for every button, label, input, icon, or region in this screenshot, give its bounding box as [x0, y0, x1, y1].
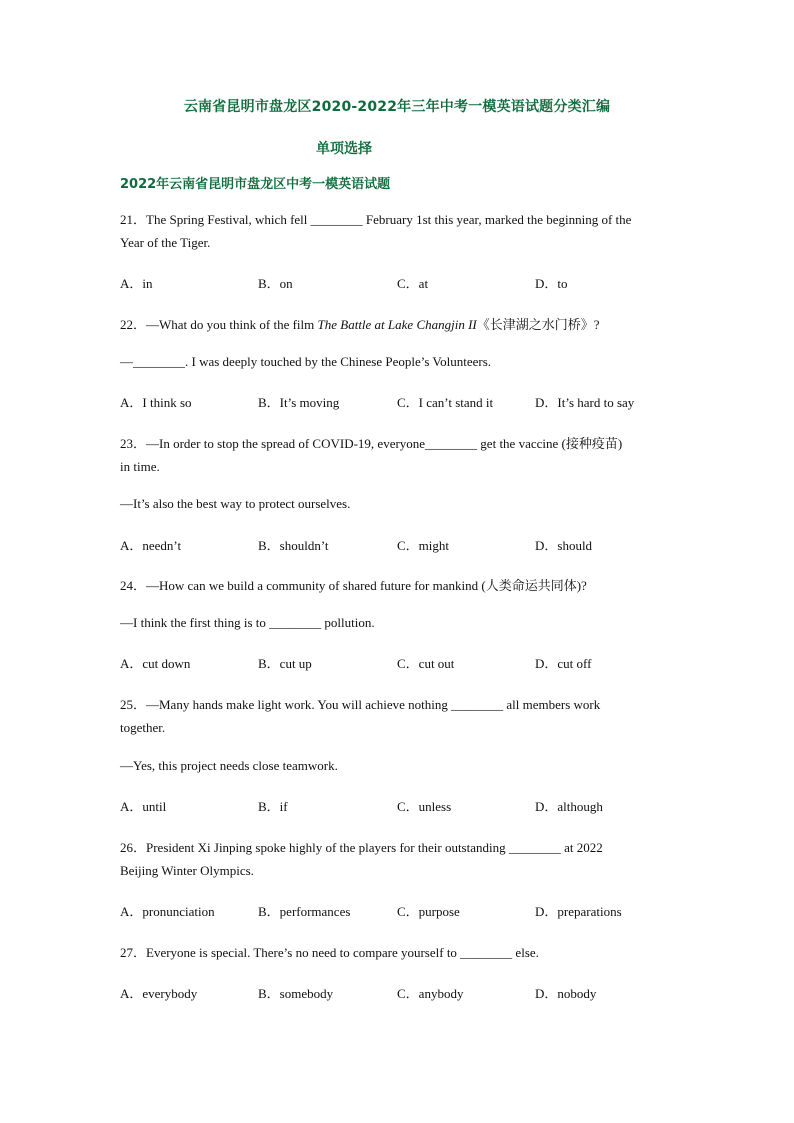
question-27-option-c: C．anybody — [397, 986, 464, 1001]
question-22-option-d: D．It’s hard to say — [535, 395, 635, 410]
exam-subtitle: 2022年云南省昆明市盘龙区中考一模英语试题 — [120, 177, 391, 192]
question-25-option-d: D．although — [535, 799, 603, 814]
question-27-option-b: B．somebody — [258, 986, 334, 1001]
question-24-line-1: 24．—How can we build a community of shared future for mankind (人类命运共同体)? — [120, 578, 587, 593]
question-22-line-2: —________. I was deeply touched by the Chinese People’s Volunteers. — [120, 354, 492, 369]
question-26-option-d: D．preparations — [535, 904, 622, 919]
question-22-line-1 — [120, 314, 600, 333]
question-25-option-b: B．if — [258, 799, 288, 814]
question-22-option-c: C．I can’t stand it — [397, 395, 494, 410]
question-24-line-2: —I think the first thing is to ________ pollution. — [120, 615, 375, 630]
question-21-line-2: Year of the Tiger. — [120, 235, 211, 250]
question-26-option-b: B．performances — [258, 904, 351, 919]
question-23-option-a: A．needn’t — [120, 538, 182, 553]
question-27-line-1: 27．Everyone is special. There’s no need to compare yourself to ________ else. — [120, 945, 539, 960]
question-26-line-2: Beijing Winter Olympics. — [120, 863, 254, 878]
question-25-line-2: together. — [120, 720, 166, 735]
question-22-option-b: B．It’s moving — [258, 395, 340, 410]
question-26-line-1: 26．President Xi Jinping spoke highly of the players for their outstanding ________ at 2022 — [120, 840, 603, 855]
question-24-option-d: D．cut off — [535, 656, 592, 671]
question-22-text-post: 《长津湖之水门桥》? — [476, 317, 600, 332]
question-21-option-c: C．at — [397, 276, 429, 291]
question-21-line-1: 21．The Spring Festival, which fell ________ February 1st this year, marked the beginning of the — [120, 212, 632, 227]
question-23-option-b: B．shouldn’t — [258, 538, 329, 553]
question-21-option-b: B．on — [258, 276, 293, 291]
section-title: 单项选择 — [316, 141, 372, 157]
question-23-line-2: in time. — [120, 459, 160, 474]
question-22-option-a: A．I think so — [120, 395, 192, 410]
question-26-option-c: C．purpose — [397, 904, 460, 919]
question-23-line-1: 23．—In order to stop the spread of COVID-19, everyone________ get the vaccine (接种疫苗) — [120, 436, 623, 451]
question-25-line-3: —Yes, this project needs close teamwork. — [120, 758, 338, 773]
question-23-option-c: C．might — [397, 538, 450, 553]
question-25-option-a: A．until — [120, 799, 167, 814]
question-27-option-d: D．nobody — [535, 986, 597, 1001]
question-25-line-1: 25．—Many hands make light work. You will achieve nothing ________ all members work — [120, 697, 601, 712]
question-22-film-title: The Battle at Lake Changjin II — [317, 317, 477, 332]
question-24-option-a: A．cut down — [120, 656, 191, 671]
question-23-line-3: —It’s also the best way to protect ourselves. — [120, 496, 351, 511]
question-21-option-d: D．to — [535, 276, 568, 291]
question-21-option-a: A．in — [120, 276, 153, 291]
document-title: 云南省昆明市盘龙区2020-2022年三年中考一模英语试题分类汇编 — [183, 99, 611, 115]
question-22-text-pre: 22．—What do you think of the film — [120, 317, 318, 332]
question-23-option-d: D．should — [535, 538, 593, 553]
question-24-option-b: B．cut up — [258, 656, 312, 671]
question-27-option-a: A．everybody — [120, 986, 198, 1001]
question-26-option-a: A．pronunciation — [120, 904, 215, 919]
question-24-option-c: C．cut out — [397, 656, 455, 671]
question-25-option-c: C．unless — [397, 799, 452, 814]
